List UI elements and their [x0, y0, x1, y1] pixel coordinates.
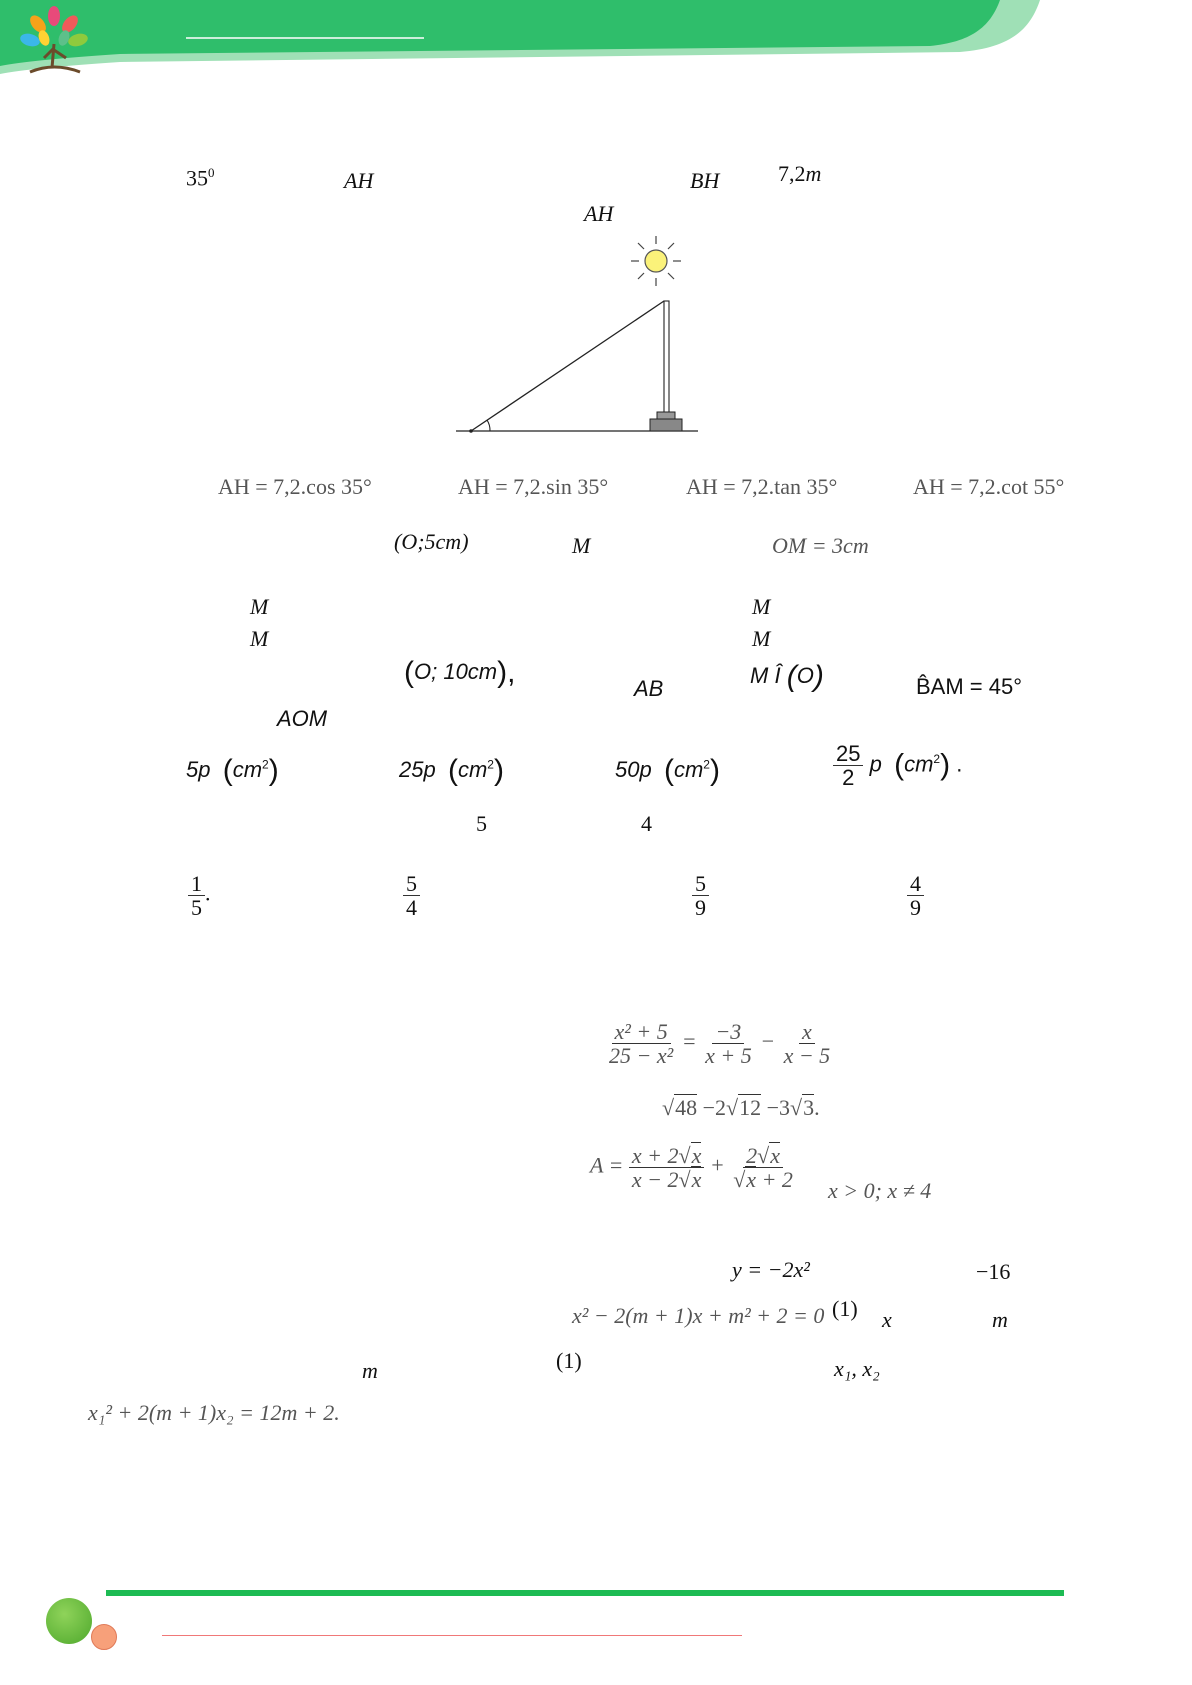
- q4-four: 4: [641, 811, 652, 836]
- p2-condition: x > 0; x ≠ 4: [828, 1178, 932, 1203]
- p2-param-m: m: [362, 1358, 378, 1383]
- q2-option-b-m: M: [752, 594, 771, 619]
- q2-option-d-m: M: [752, 626, 771, 651]
- q2-point-m: M: [572, 533, 591, 558]
- p2-expression-a: A = $\frac{x + 2√x}{x - 2√x}$ + $\frac{2√x}{√x + 2}$: [590, 1143, 793, 1193]
- pole-shadow-figure: [450, 230, 710, 440]
- q1-option-a: AH = 7,2.cos 35°: [218, 474, 372, 499]
- p2-root-condition: x₁² + 2(m + 1)x₂ = 12m + 2.: [88, 1400, 340, 1425]
- sun-icon: [631, 236, 681, 286]
- p2-var-x: x: [882, 1307, 892, 1332]
- q4-option-d: $\frac{4}{9}$: [907, 872, 924, 919]
- p2-eq-ref: (1): [556, 1348, 582, 1373]
- q2-circle: (O;5cm): [394, 529, 469, 554]
- q1-option-b: AH = 7,2.sin 35°: [458, 474, 609, 499]
- q4-five: 5: [476, 811, 487, 836]
- q3-aom: AOM: [277, 706, 328, 731]
- footer-orange-dot: [91, 1624, 117, 1650]
- q1-option-d: AH = 7,2.cot 55°: [913, 474, 1065, 499]
- q4-option-a: $\frac{1}{5}$ .: [188, 872, 211, 919]
- p2-roots: x₁, x₂: [834, 1356, 880, 1381]
- footer-green-line: [106, 1590, 1064, 1596]
- q3-option-c: 50p $(cm^2)$: [615, 754, 720, 787]
- q1-bh: BH: [690, 168, 720, 193]
- q2-om: OM = 3cm: [772, 533, 869, 558]
- q3-option-a: 5p $(cm^2)$: [186, 754, 279, 787]
- q4-option-c: $\frac{5}{9}$: [692, 872, 709, 919]
- q3-membership: M Î (O): [750, 660, 824, 693]
- q1-ah: AH: [344, 168, 374, 193]
- q3-option-d: $\frac{25}{2}$ p $(cm^2)$ .: [833, 742, 962, 789]
- p2-parabola: y = −2x²: [732, 1257, 810, 1282]
- q3-angle: B̂AM = 45°: [916, 674, 1023, 699]
- footer-green-circle: [46, 1598, 92, 1644]
- p2-quadratic-label: (1): [832, 1296, 858, 1321]
- p2-radical-expression: √48 −2√12 −3√3.: [662, 1095, 820, 1120]
- q2-option-c-m: M: [250, 626, 269, 651]
- header-banner: [0, 0, 1192, 90]
- q1-ah-repeat: AH: [584, 201, 614, 226]
- q1-option-c: AH = 7,2.tan 35°: [686, 474, 838, 499]
- tree-logo-icon: [16, 4, 92, 76]
- q4-option-b: $\frac{5}{4}$: [403, 872, 420, 919]
- q1-length: 7,2m: [778, 161, 822, 186]
- p2-quadratic: x² − 2(m + 1)x + m² + 2 = 0: [572, 1303, 825, 1328]
- footer-red-line: [162, 1635, 742, 1636]
- p2-var-m: m: [992, 1307, 1008, 1332]
- p2-equation: $\frac{\text{x² + 5}}{\text{25 − x²}}$ = $\frac{-3}{x + 5}$ − $\frac{x}{x - 5}$: [609, 1019, 831, 1069]
- q2-option-a-m: M: [250, 594, 269, 619]
- q3-ab: AB: [634, 676, 664, 701]
- q3-circle: (O; 10cm),: [404, 656, 516, 689]
- p2-neg16: −16: [976, 1259, 1011, 1284]
- q3-option-b: 25p $(cm^2)$: [399, 754, 504, 787]
- q1-angle: $35^0$: [186, 165, 215, 191]
